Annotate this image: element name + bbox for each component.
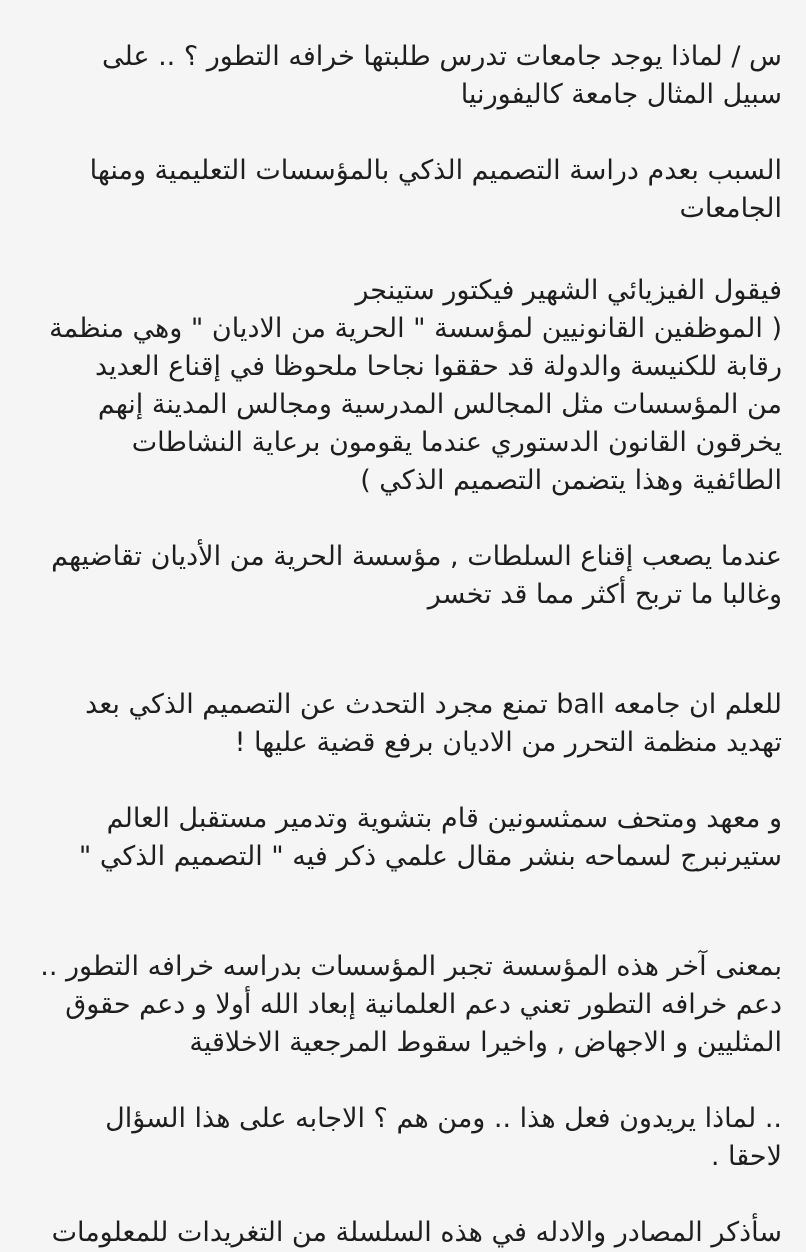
paragraph-spacer [24,876,782,948]
text-line: .. لماذا يريدون فعل هذا .. ومن هم ؟ الاجابه على هذا السؤال [105,1103,782,1134]
text-line: دعم خرافه التطور تعني دعم العلمانية إبعاد الله أولا و دعم حقوق [65,989,782,1020]
paragraph-spacer [24,1176,782,1214]
text-line: عندما يصعب إقناع السلطات , مؤسسة الحرية من الأديان تقاضيهم [51,541,782,572]
smithsonian-paragraph [24,800,782,876]
text-line: ستيرنبرج لسماحه بنشر مقال علمي ذكر فيه " التصميم الذكي " [78,841,782,872]
reason-paragraph [24,152,782,228]
paragraph-spacer [24,228,782,272]
text-line: للعلم ان جامعه ball تمنع مجرد التحدث عن التصميم الذكي بعد [85,689,782,720]
text-line: يخرقون القانون الدستوري عندما يقومون برعاية النشاطات [131,427,782,458]
paragraph-spacer [24,500,782,538]
text-line: وغالبا ما تربح أكثر مما قد تخسر [427,579,782,610]
text-line: المثليين و الاجهاض , واخيرا سقوط المرجعية الاخلاقية [189,1027,782,1058]
text-line: ( الموظفين القانونيين لمؤسسة " الحرية من الاديان " وهي منظمة [49,313,782,344]
why-paragraph [24,1100,782,1176]
text-line: س / لماذا يوجد جامعات تدرس طلبتها خرافه التطور ؟ .. على [101,41,782,72]
lawsuit-paragraph [24,538,782,614]
text-line: رقابة للكنيسة والدولة قد حققوا نجاحا ملحوظا في إقناع العديد [94,351,782,382]
summary-paragraph [24,948,782,1062]
text-line: الطائفية وهذا يتضمن التصميم الذكي ) [360,465,782,496]
paragraph-spacer [24,614,782,686]
text-line: تهديد منظمة التحرر من الاديان برفع قضية عليها ! [234,727,782,758]
sources-paragraph [24,1214,782,1252]
text-line: فيقول الفيزيائي الشهير فيكتور ستينجر [355,275,782,306]
text-line: سأذكر المصادر والادله في هذه السلسلة من التغريدات للمعلومات [51,1217,782,1248]
text-line: لاحقا . [710,1141,782,1172]
text-line: السبب بعدم دراسة التصميم الذكي بالمؤسسات التعليمية ومنها [89,155,782,186]
paragraph-spacer [24,762,782,800]
text-line: بمعنى آخر هذه المؤسسة تجبر المؤسسات بدراسه خرافه التطور .. [40,951,782,982]
ball-university-paragraph [24,686,782,762]
paragraph-spacer [24,1062,782,1100]
text-line: سبيل المثال جامعة كاليفورنيا [460,79,782,110]
quote-paragraph [24,272,782,500]
text-line: من المؤسسات مثل المجالس المدرسية ومجالس المدينة إنهم [97,389,782,420]
paragraph-spacer [24,114,782,152]
text-line: و معهد ومتحف سمثسونين قام بتشوية وتدمير مستقبل العالم [106,803,782,834]
question-paragraph [24,38,782,114]
text-line: الجامعات [679,193,782,224]
